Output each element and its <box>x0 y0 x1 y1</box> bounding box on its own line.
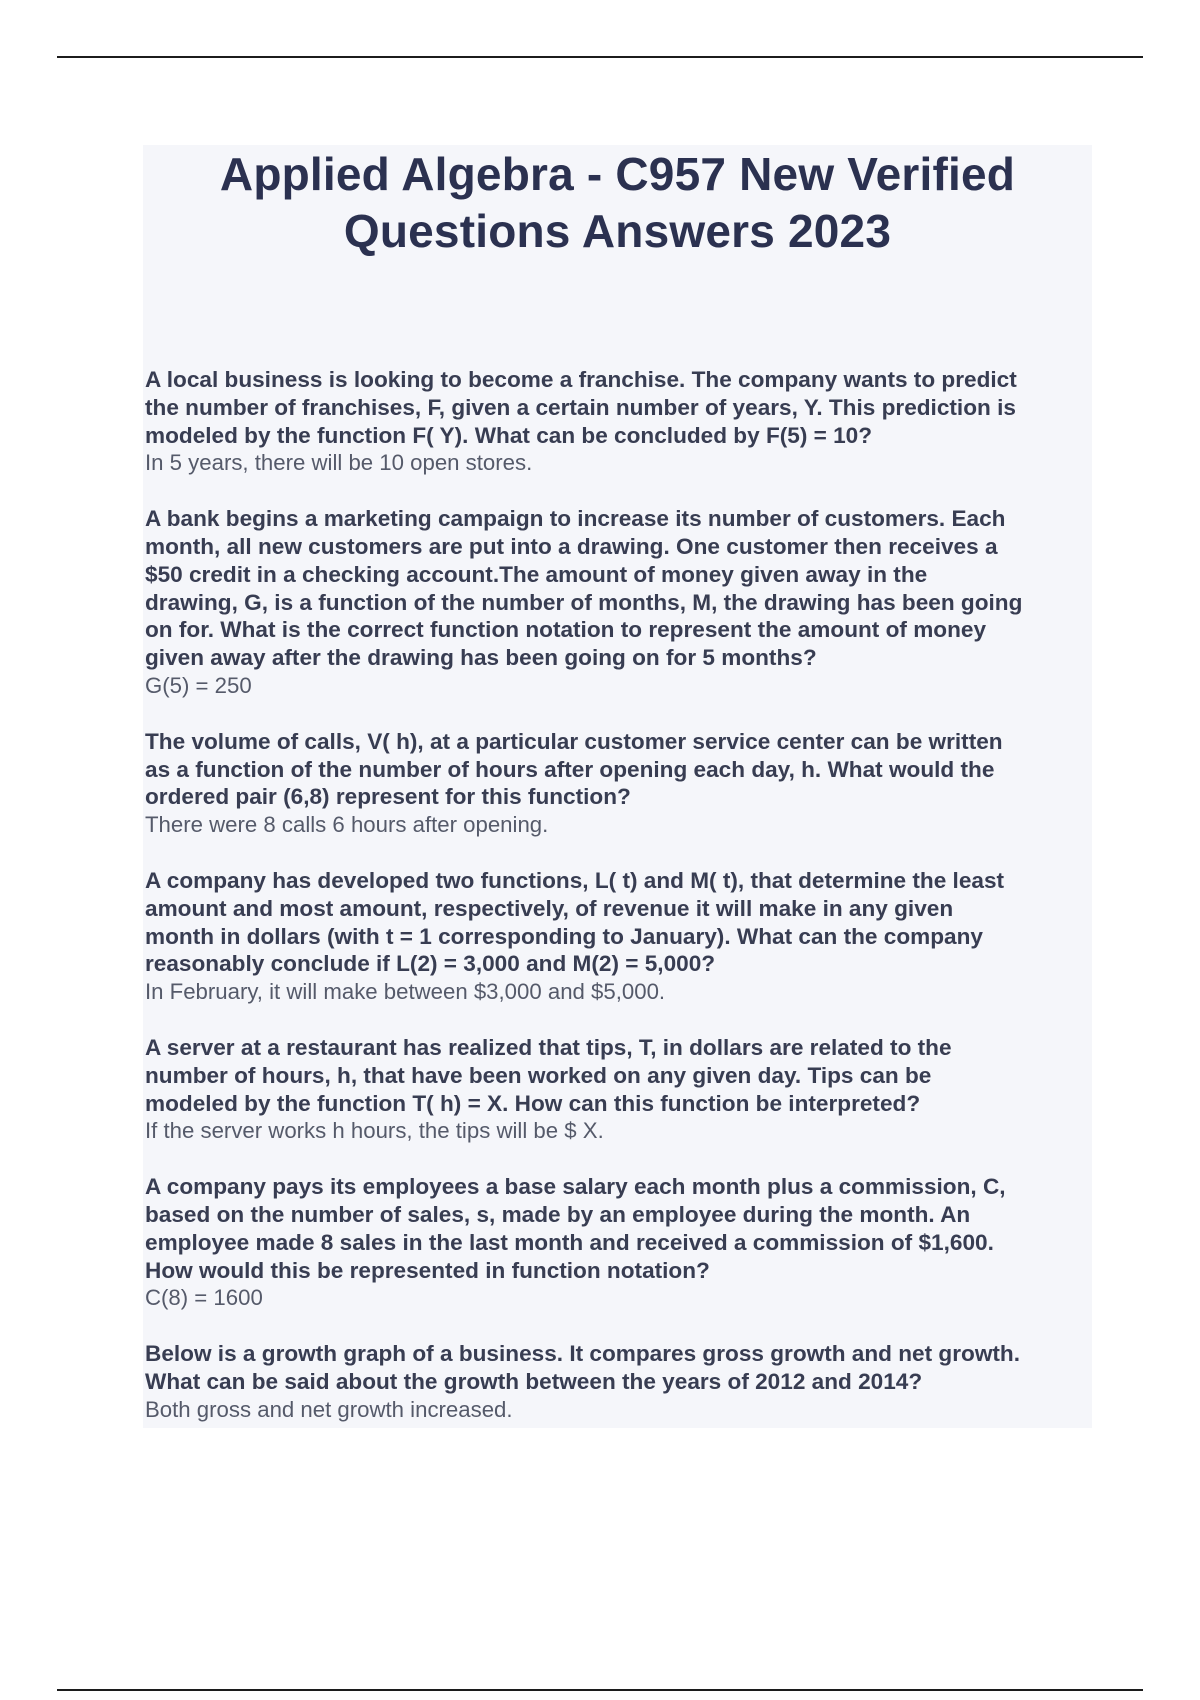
qa-item <box>145 1340 1093 1423</box>
answer-text: C(8) = 1600 <box>145 1285 263 1311</box>
qa-item <box>145 366 1093 477</box>
qa-item <box>145 728 1093 839</box>
qa-item <box>145 1034 1093 1145</box>
title-line-2: Questions Answers 2023 <box>343 205 892 257</box>
question-text: The volume of calls, V( h), at a particular customer service center can be written as a function of the number of hours after opening each day, h. What would the ordered pair (6,8) represent for this function? <box>145 728 1003 810</box>
answer-text: G(5) = 250 <box>145 672 252 698</box>
qa-list <box>145 366 1093 1452</box>
answer-text: Both gross and net growth increased. <box>145 1396 513 1422</box>
bottom-rule <box>57 1689 1143 1691</box>
top-rule <box>57 56 1143 58</box>
qa-item <box>145 1173 1093 1312</box>
answer-text: If the server works h hours, the tips will be $ X. <box>145 1118 604 1144</box>
answer-text: There were 8 calls 6 hours after opening. <box>145 812 549 838</box>
question-text: A company pays its employees a base salary each month plus a commission, C, based on the number of sales, s, made by an employee during the month. An employee made 8 sales in the last month and received a commission of $1,600. How would this be represented in function notation? <box>145 1174 1006 1283</box>
page-title <box>143 146 1092 260</box>
question-text: A local business is looking to become a franchise. The company wants to predict the number of franchises, F, given a certain number of years, Y. This prediction is modeled by the function F( Y). What can be concluded by F(5) = 10? <box>145 367 1017 448</box>
question-text: A bank begins a marketing campaign to increase its number of customers. Each month, all new customers are put into a drawing. One customer then receives a $50 credit in a checking account.The amount of money given away in the drawing, G, is a function of the number of months, M, the drawing has been going on for. What is the correct function notation to represent the amount of money given away after the drawing has been going on for 5 months? <box>145 506 1023 671</box>
answer-text: In February, it will make between $3,000 and $5,000. <box>145 979 666 1005</box>
question-text: A company has developed two functions, L( t) and M( t), that determine the least amount and most amount, respectively, of revenue it will make in any given month in dollars (with t = 1 corresponding to January). What can the company reasonably conclude if L(2) = 3,000 and M(2) = 5,000? <box>145 867 1005 977</box>
question-text: Below is a growth graph of a business. It compares gross growth and net growth. What can be said about the growth between the years of 2012 and 2014? <box>145 1341 1020 1394</box>
question-text: A server at a restaurant has realized that tips, T, in dollars are related to the number of hours, h, that have been worked on any given day. Tips can be modeled by the function T( h) = X. How can this function be interpreted? <box>145 1034 952 1116</box>
qa-item <box>145 867 1093 1006</box>
qa-item <box>145 505 1093 700</box>
title-line-1: Applied Algebra - C957 New Verified <box>219 148 1016 200</box>
answer-text: In 5 years, there will be 10 open stores. <box>145 450 533 476</box>
